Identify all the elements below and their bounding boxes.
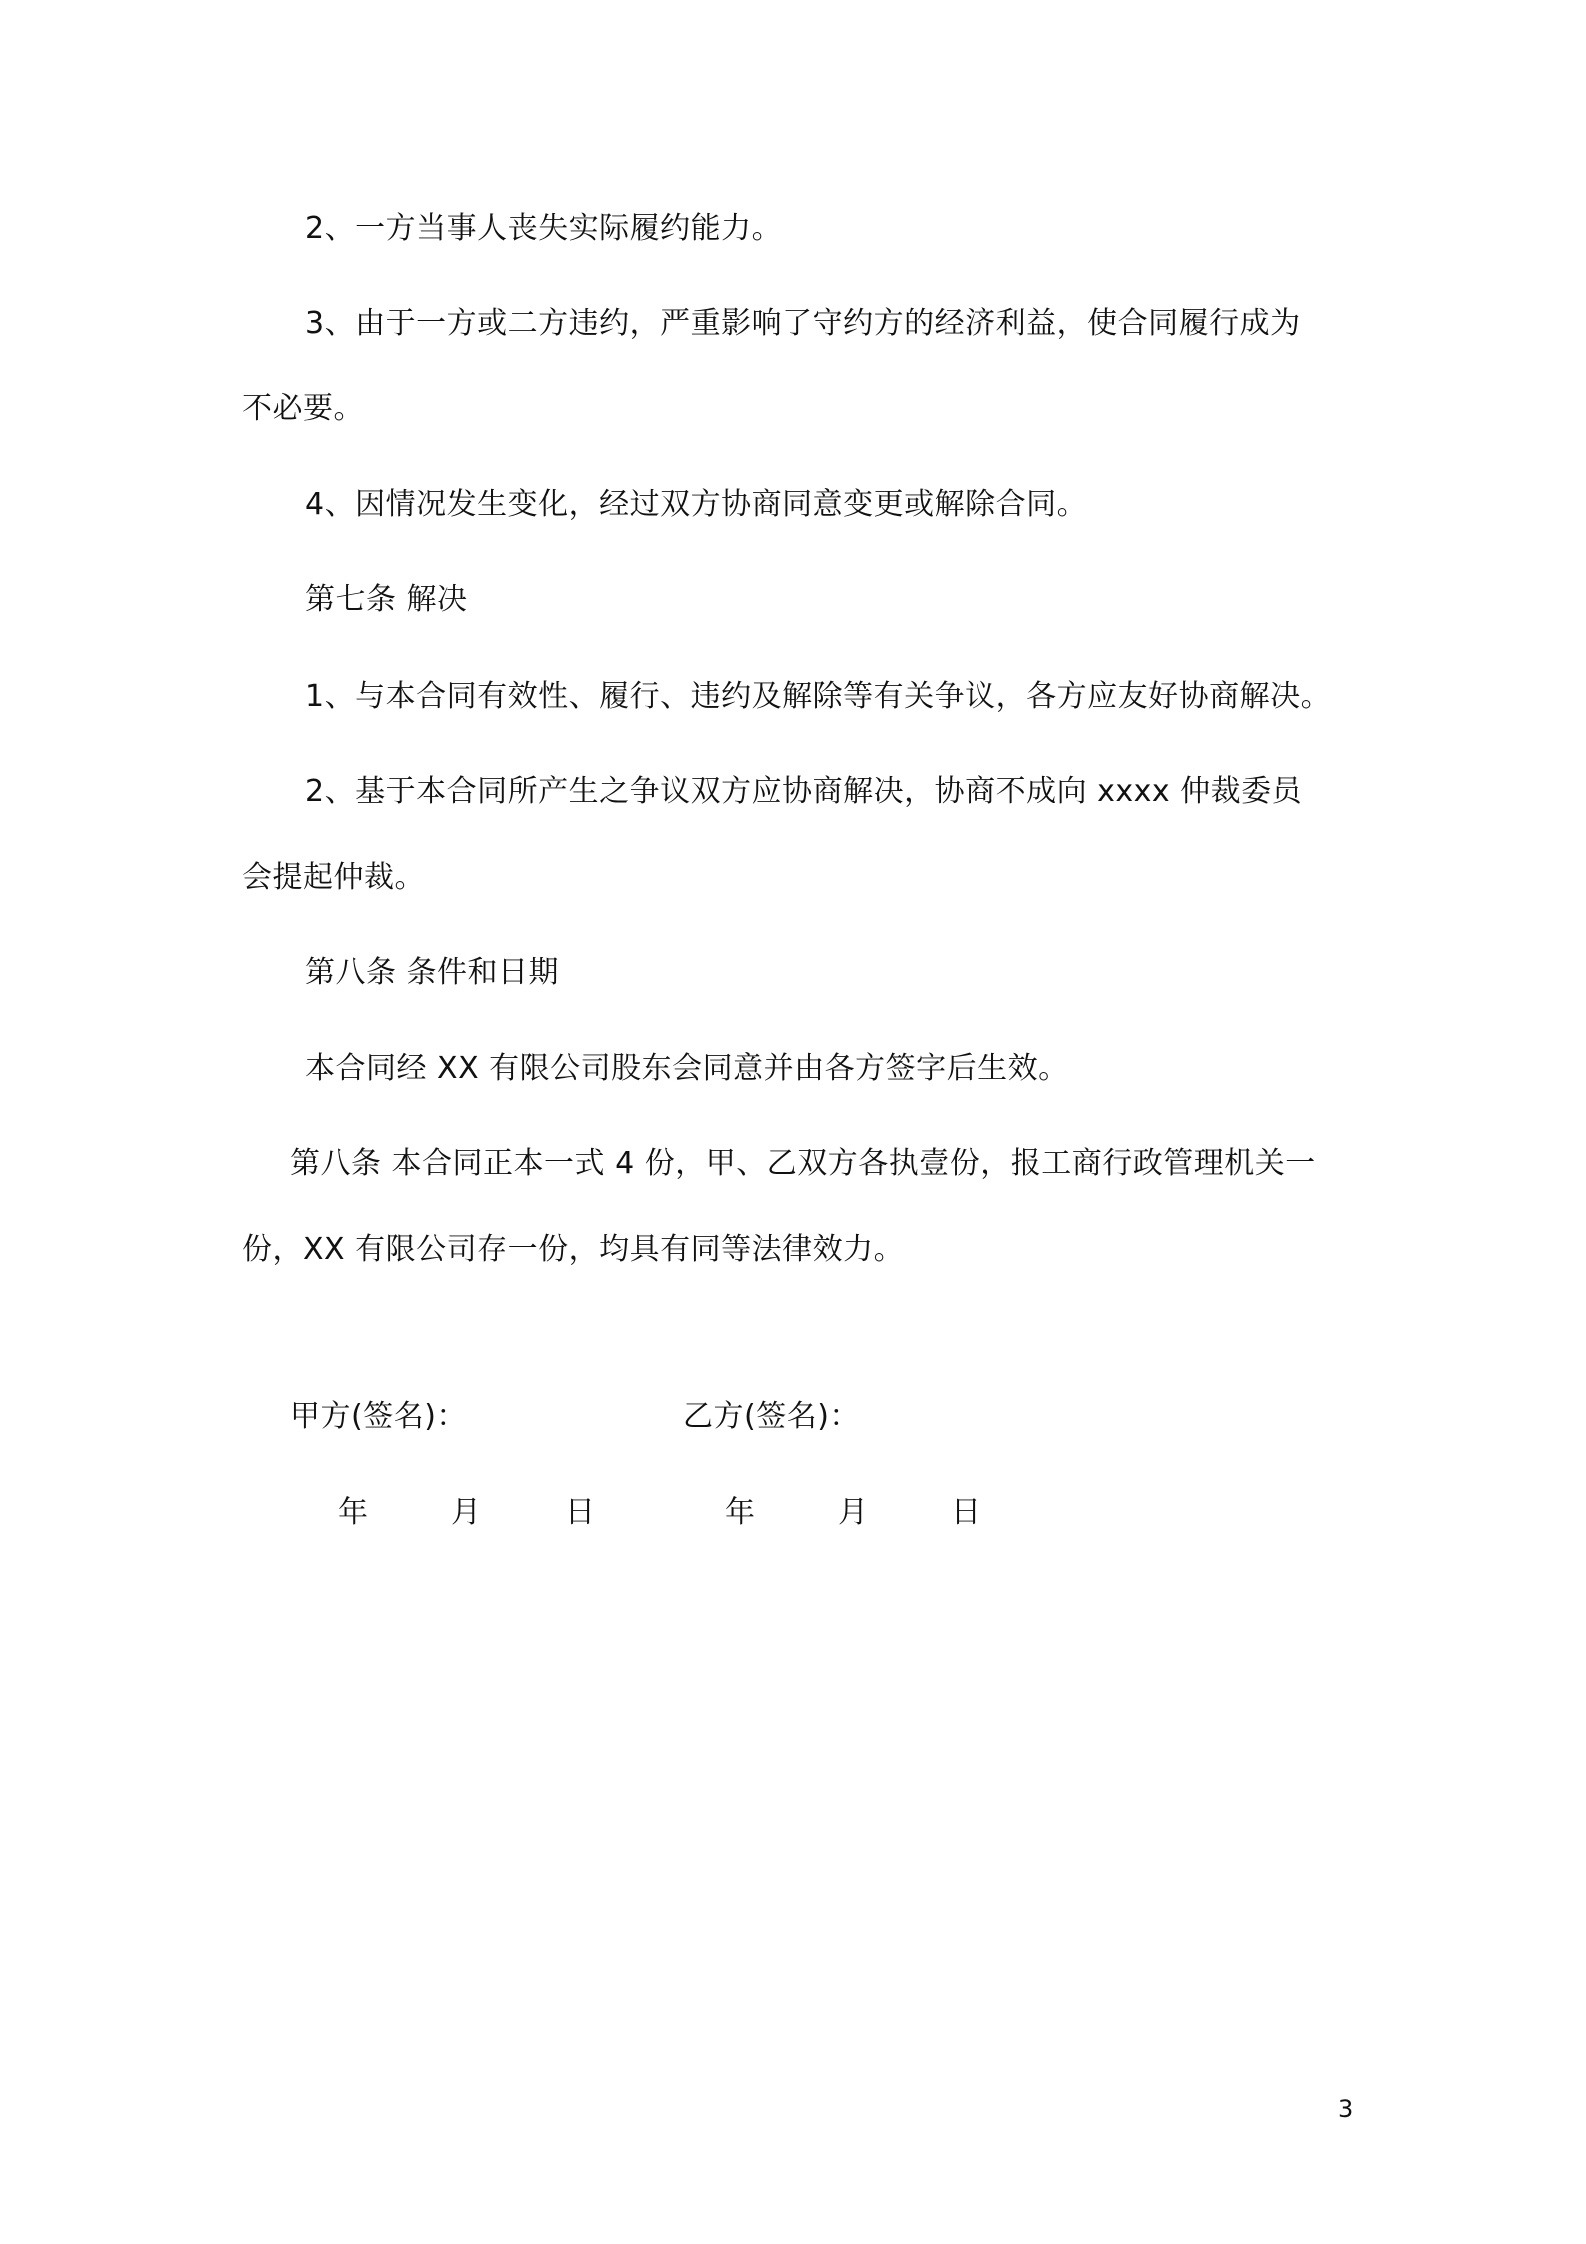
- party-b-month: 月: [838, 1495, 868, 1530]
- party-b-day: 日: [951, 1495, 981, 1530]
- clause6-item3-line1: 3、由于一方或二方违约，严重影响了守约方的经济利益，使合同履行成为: [305, 306, 1301, 341]
- clause7-item1: 1、与本合同有效性、履行、违约及解除等有关争议，各方应友好协商解决。: [305, 679, 1332, 714]
- clause8-heading: 第八条 条件和日期: [305, 955, 560, 990]
- clause8b-line2: 份，XX 有限公司存一份，均具有同等法律效力。: [242, 1232, 905, 1267]
- page-number: 3: [1338, 2095, 1354, 2123]
- clause7-item2-line1: 2、基于本合同所产生之争议双方应协商解决，协商不成向 xxxx 仲裁委员: [305, 774, 1303, 809]
- clause7-item2-line2: 会提起仲裁。: [242, 860, 425, 895]
- clause8-body: 本合同经 XX 有限公司股东会同意并由各方签字后生效。: [305, 1051, 1069, 1086]
- clause6-item4: 4、因情况发生变化，经过双方协商同意变更或解除合同。: [305, 487, 1088, 522]
- party-b-signature-label: 乙方(签名)：: [683, 1399, 860, 1434]
- party-a-month: 月: [451, 1495, 481, 1530]
- party-a-year: 年: [338, 1495, 368, 1530]
- party-a-day: 日: [565, 1495, 595, 1530]
- clause6-item3-line2: 不必要。: [242, 391, 364, 426]
- clause6-item2: 2、一方当事人丧失实际履约能力。: [305, 211, 783, 246]
- party-a-signature-label: 甲方(签名)：: [290, 1399, 467, 1434]
- party-b-year: 年: [725, 1495, 755, 1530]
- clause8b-line1: 第八条 本合同正本一式 4 份，甲、乙双方各执壹份，报工商行政管理机关一: [290, 1146, 1316, 1181]
- clause7-heading: 第七条 解决: [305, 582, 468, 617]
